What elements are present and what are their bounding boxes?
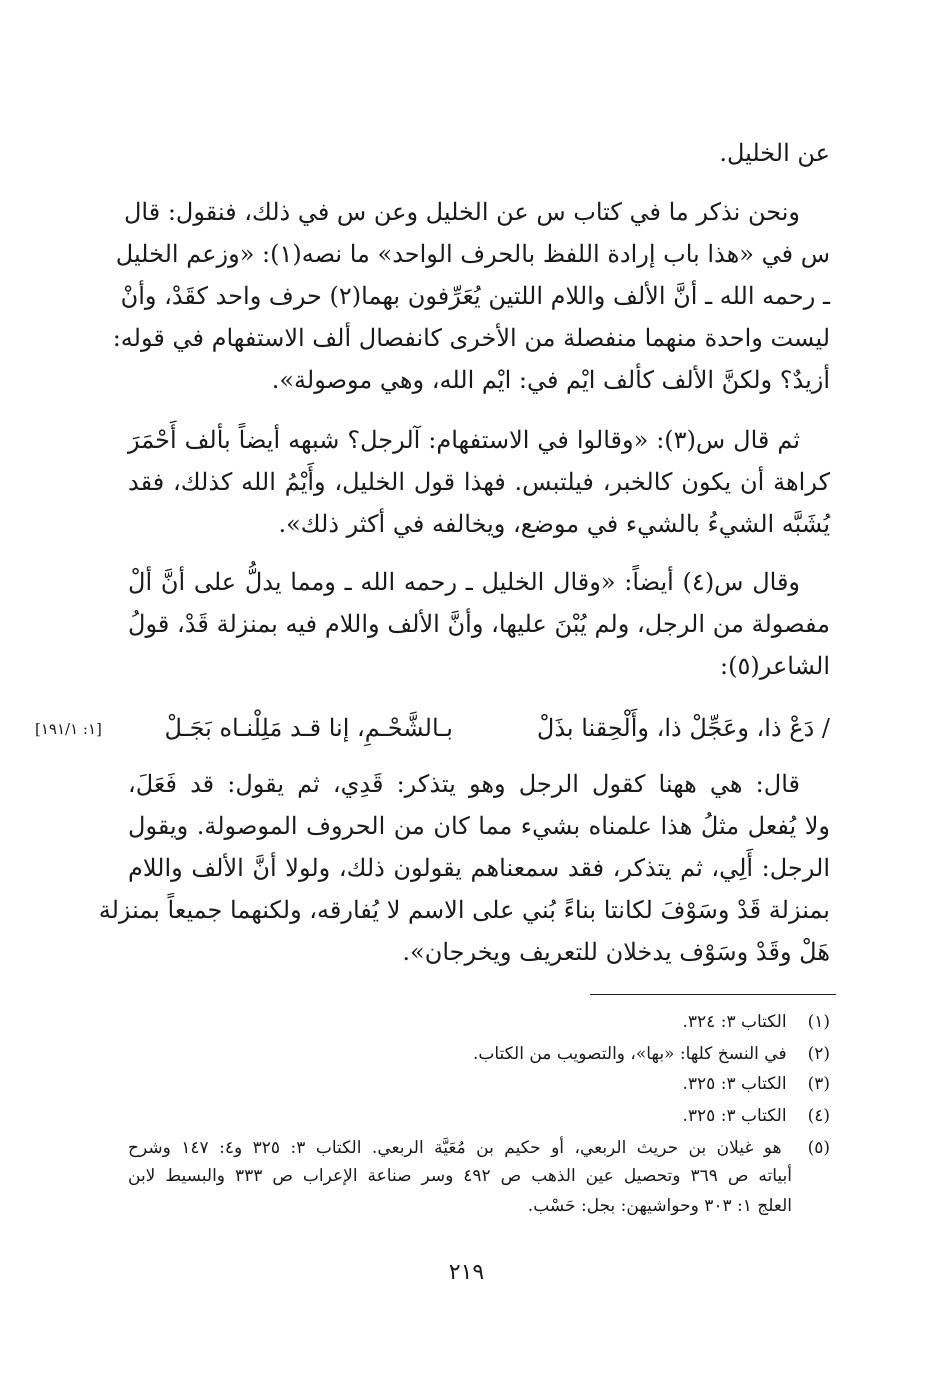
text-line: مفصولة من الرجل، ولم يُبْنَ عليها، وأنَّ الألف واللام فيه بمنزلة قَدْ، قولُ	[128, 610, 830, 638]
text-line: بمنزلة قَدْ وسَوْفَ لكانتا بناءً بُني على الاسم لا يُفارقه، ولكنهما جميعاً بمنزلة	[98, 896, 830, 924]
footnote	[682, 1068, 830, 1100]
footnote-text: في النسخ كلها: «بها»، والتصويب من الكتاب.	[472, 1044, 787, 1064]
text-line: س في «هذا باب إرادة اللفظ بالحرف الواحد» ما نصه(١): «وزعم الخليل	[115, 240, 830, 268]
page-number: ٢١٩	[448, 1260, 485, 1285]
footnote-text: هو غيلان بن حريث الربعي، أو حكيم بن مُعَيَّة الربعي. الكتاب ٣: ٣٢٥ و٤: ١٤٧ وشرح	[128, 1138, 782, 1158]
footnote-number: (٤)	[807, 1106, 830, 1126]
verse-reference: [١: ١٩١/١]	[35, 720, 102, 738]
verse-first-hemistich: / دَعْ ذا، وعَجِّلْ ذا، وأَلْحِقنا بذَلْ	[536, 714, 830, 742]
text-line: ثم قال س(٣): «وقالوا في الاستفهام: آلرجل؟ شبهه أيضاً بألف أَحْمَرَ	[128, 426, 801, 454]
footnote-text: الكتاب ٣: ٣٢٤.	[682, 1012, 787, 1032]
text-line: أزيدٌ؟ ولكنَّ الألف كألف ايْم في: ايْم الله، وهي موصولة».	[271, 366, 830, 394]
verse-second-hemistich: بـالشَّحْـمِ، إنا قـد مَلِلْنـاه بَجَـلْ	[164, 714, 453, 742]
footnote-number: (٣)	[807, 1074, 830, 1094]
footnote	[682, 1006, 830, 1038]
footnote-number: (٥)	[807, 1138, 830, 1158]
footnote	[682, 1100, 830, 1132]
text-line: ـ رحمه الله ـ أنَّ الألف واللام اللتين يُعَرِّفون بهما(٢) حرف واحد كقَدْ، وأنْ	[120, 282, 830, 310]
text-line: ولا يُفعل مثلُ هذا علمناه بشيء مما كان من الحروف الموصولة. ويقول	[128, 812, 830, 840]
footnote-text: الكتاب ٣: ٣٢٥.	[682, 1106, 787, 1126]
footnote-number: (٢)	[807, 1044, 830, 1064]
footnote-continuation	[528, 1190, 792, 1222]
text-line: كراهة أن يكون كالخبر، فيلتبس. فهذا قول الخليل، وأَيْمُ الله كذلك، فقد	[128, 468, 830, 496]
footnote-continuation	[128, 1160, 792, 1192]
footnote-text: الكتاب ٣: ٣٢٥.	[682, 1074, 787, 1094]
text-line: ليست واحدة منهما منفصلة من الأخرى كانفصال ألف الاستفهام في قوله:	[112, 324, 830, 352]
text-line: الرجل: أَلِي، ثم يتذكر، فقد سمعناهم يقولون ذلك، ولولا أنَّ الألف واللام	[128, 854, 830, 882]
text-line: قال: هي ههنا كقول الرجل وهو يتذكر: قَدِي، ثم يقول: قد فَعَلَ،	[128, 770, 800, 798]
text-line: ونحن نذكر ما في كتاب س عن الخليل وعن س في ذلك، فنقول: قال	[123, 198, 800, 226]
text-line: عن الخليل.	[719, 139, 830, 167]
footnote	[473, 1038, 830, 1070]
footnote-text: أبياته ص ٣٦٩ وتحصيل عين الذهب ص ٤٩٢ وسر صناعة الإعراب ص ٣٣٣ والبسيط لابن	[128, 1166, 792, 1186]
footnote-number: (١)	[807, 1012, 830, 1032]
text-line: وقال س(٤) أيضاً: «وقال الخليل ـ رحمه الله ـ ومما يدلُّ على أنَّ ألْ	[128, 568, 801, 596]
footnote-text: العلج ١: ٣٠٣ وحواشيهن: بجل: حَسْب.	[527, 1196, 792, 1216]
text-line: هَلْ وقَدْ وسَوْف يدخلان للتعريف ويخرجان».	[402, 938, 830, 966]
footnote-separator	[590, 994, 836, 995]
text-line: الشاعر(٥):	[720, 652, 830, 680]
text-line: يُشَبَّه الشيءُ بالشيء في موضع، ويخالفه في أكثر ذلك».	[278, 510, 830, 538]
